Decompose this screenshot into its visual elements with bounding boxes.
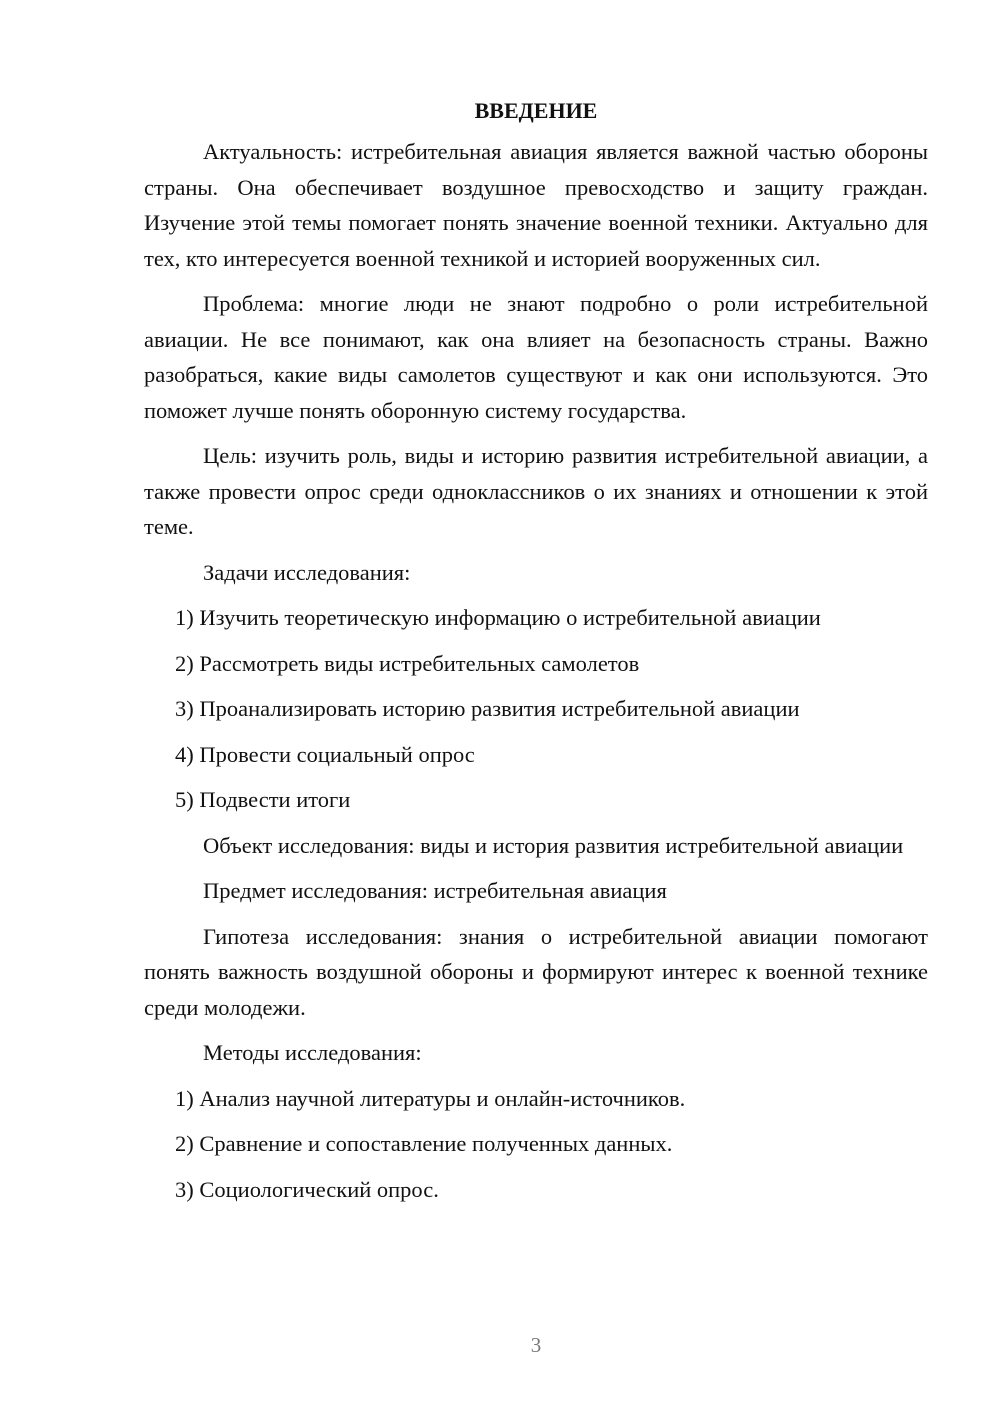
hypothesis-paragraph: Гипотеза исследования: знания о истребительной авиации помогают понять важность воздушной обороны и формируют интерес к военной технике среди молодежи.: [144, 923, 928, 1020]
methods-list: [144, 1081, 928, 1208]
list-item: 2) Рассмотреть виды истребительных самолетов: [175, 650, 640, 676]
subject-paragraph: Предмет исследования: истребительная авиация: [203, 878, 667, 903]
list-item: 5) Подвести итоги: [175, 787, 351, 812]
list-item: 3) Проанализировать историю развития истребительной авиации: [175, 696, 800, 721]
object-paragraph: Объект исследования: виды и история развития истребительной авиации: [203, 832, 904, 858]
problem-paragraph: Проблема: многие люди не знают подробно о роли истребительной авиации. Не все понимают, как она влияет на безопасность страны. Важно разобраться, какие виды самолетов существуют и как они используются. Это поможет лучше понять оборонную систему государства.: [144, 291, 928, 423]
document-page: [144, 96, 928, 1207]
list-item: 1) Анализ научной литературы и онлайн-источников.: [175, 1085, 686, 1111]
goal-paragraph: Цель: изучить роль, виды и историю развития истребительной авиации, а также провести опрос среди одноклассников о их знаниях и отношении к этой теме.: [144, 443, 928, 539]
list-item: 3) Социологический опрос.: [175, 1176, 439, 1202]
methods-heading: Методы исследования:: [203, 1040, 422, 1065]
list-item: 4) Провести социальный опрос: [175, 741, 475, 767]
page-title: ВВЕДЕНИЕ: [474, 98, 598, 123]
relevance-paragraph: Актуальность: истребительная авиация является важной частью обороны страны. Она обеспечивает воздушное превосходство и защиту граждан. Изучение этой темы помогает понять значение военной техники. Актуально для тех, кто интересуется военной техникой и историей вооруженных сил.: [144, 139, 928, 271]
page-number: 3: [530, 1333, 542, 1357]
tasks-heading: Задачи исследования:: [203, 559, 411, 585]
list-item: 2) Сравнение и сопоставление полученных данных.: [175, 1131, 673, 1156]
list-item: 1) Изучить теоретическую информацию о истребительной авиации: [175, 605, 821, 630]
tasks-list: [144, 600, 928, 818]
